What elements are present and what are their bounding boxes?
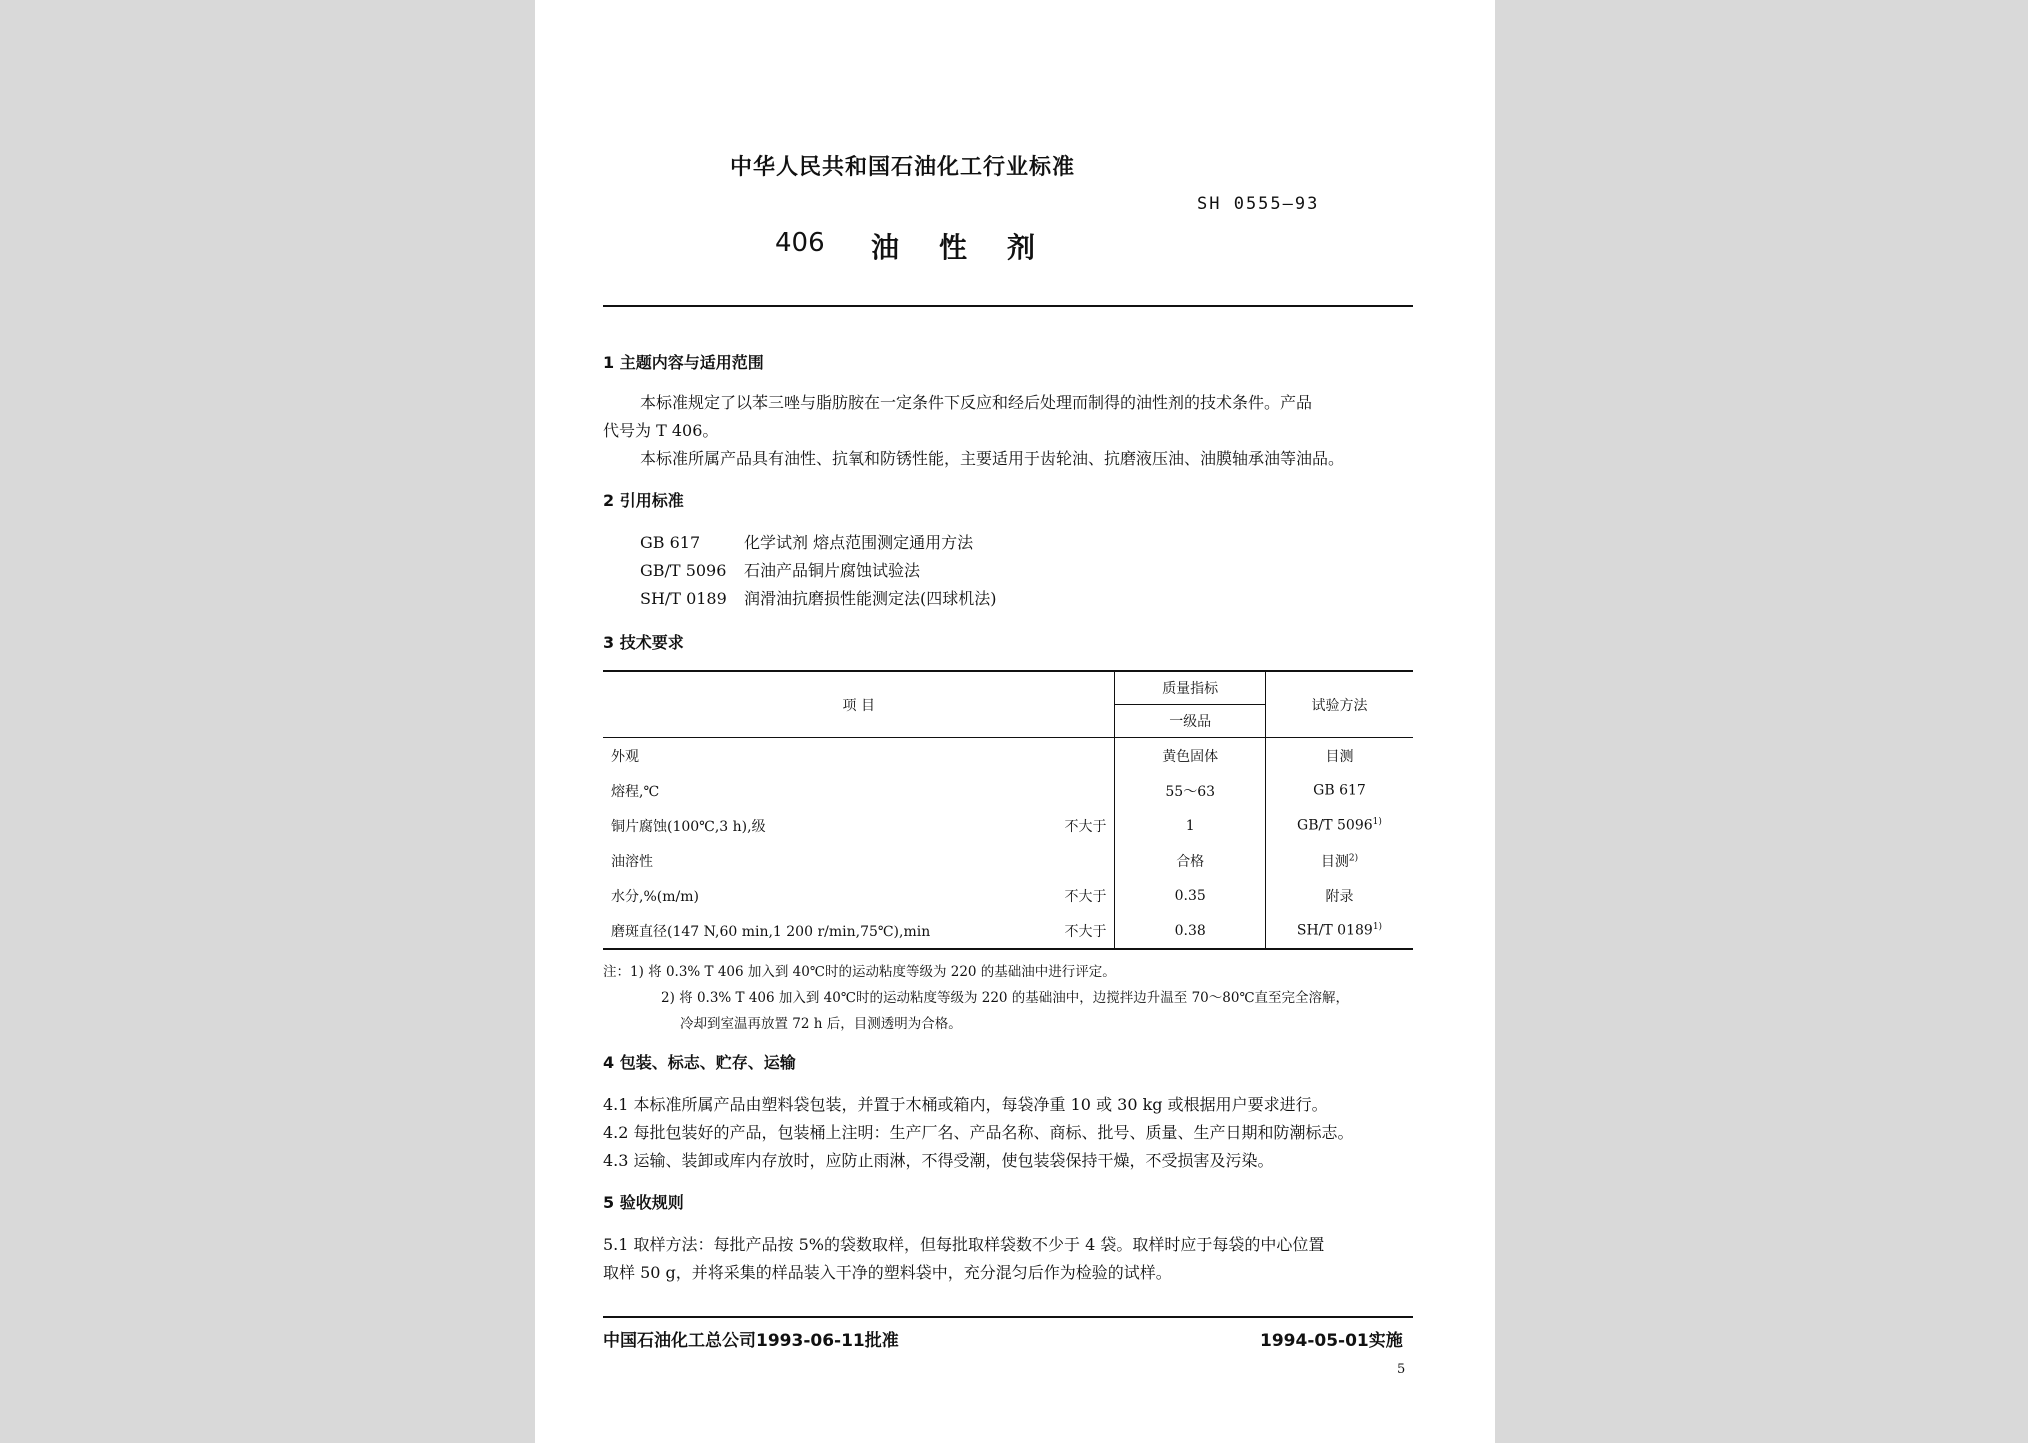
reference-code: SH/T 0189 xyxy=(640,589,727,608)
standard-code: SH 0555—93 xyxy=(1197,194,1320,214)
table-row xyxy=(603,878,1413,913)
reference-title: 化学试剂 熔点范围测定通用方法 xyxy=(744,533,974,552)
row-limit: 不大于 xyxy=(1064,888,1107,905)
reference-title: 石油产品铜片腐蚀试验法 xyxy=(744,561,921,580)
reference-item xyxy=(640,558,920,581)
table-row xyxy=(603,808,1413,843)
section-1-paragraph-1a: 本标准规定了以苯三唑与脂肪胺在一定条件下反应和经后处理而制得的油性剂的技术条件。产品 xyxy=(640,393,1313,412)
method-text: 目测 xyxy=(1320,853,1349,870)
header-method: 试验方法 xyxy=(1265,671,1413,738)
row-item: 铜片腐蚀(100℃,3 h),级 xyxy=(611,818,766,835)
row-value: 1 xyxy=(1115,808,1265,843)
issuing-body: 中华人民共和国石油化工行业标准 xyxy=(730,155,1076,180)
footer-rule xyxy=(603,1316,1413,1318)
table-note-3: 冷却到室温再放置 72 h 后，目测透明为合格。 xyxy=(680,1016,962,1032)
row-value: 55～63 xyxy=(1115,773,1265,808)
reference-code: GB/T 5096 xyxy=(640,561,727,580)
table-row xyxy=(603,843,1413,878)
row-value: 合格 xyxy=(1115,843,1265,878)
row-method xyxy=(1265,878,1413,913)
header-quality: 质量指标 xyxy=(1115,671,1265,705)
row-limit: 不大于 xyxy=(1056,913,1115,949)
document-title: 油性剂 xyxy=(871,231,1076,264)
method-text: SH/T 0189 xyxy=(1296,922,1373,939)
approval-line: 中国石油化工总公司1993-06-11批准 xyxy=(603,1331,899,1351)
method-text: 目测 xyxy=(1325,748,1354,765)
table-row xyxy=(603,738,1413,774)
table-note-1: 注：1) 将 0.3% T 406 加入到 40℃时的运动粘度等级为 220 的基础油中进行评定。 xyxy=(603,964,1116,980)
row-limit xyxy=(1056,773,1115,808)
table-row xyxy=(603,773,1413,808)
document-page xyxy=(535,0,1495,1443)
header-item: 项 目 xyxy=(603,671,1115,738)
method-footnote: 1) xyxy=(1372,817,1382,828)
section-1-paragraph-1b: 代号为 T 406。 xyxy=(603,421,719,440)
table-note-2: 2) 将 0.3% T 406 加入到 40℃时的运动粘度等级为 220 的基础油中，边搅拌边升温至 70～80℃直至完全溶解， xyxy=(661,990,1350,1006)
section-4-item: 4.2 每批包装好的产品，包装桶上注明：生产厂名、产品名称、商标、批号、质量、生产日期和防潮标志。 xyxy=(603,1123,1354,1142)
header-grade: 一级品 xyxy=(1115,705,1265,738)
reference-code: GB 617 xyxy=(640,533,701,552)
row-limit xyxy=(1056,738,1115,774)
row-method xyxy=(1265,773,1413,808)
method-footnote: 1) xyxy=(1372,922,1383,933)
row-method xyxy=(1265,738,1413,774)
row-item: 外观 xyxy=(611,748,639,765)
implementation-date: 1994-05-01实施 xyxy=(1260,1331,1403,1351)
section-4-heading: 4 包装、标志、贮存、运输 xyxy=(603,1053,796,1072)
method-footnote: 2) xyxy=(1348,852,1359,863)
row-limit xyxy=(1056,843,1115,878)
row-method xyxy=(1265,843,1413,878)
section-4-item: 4.1 本标准所属产品由塑料袋包装，并置于木桶或箱内，每袋净重 10 或 30 kg 或根据用户要求进行。 xyxy=(603,1095,1328,1114)
section-1-heading: 1 主题内容与适用范围 xyxy=(603,353,764,372)
section-1-paragraph-2: 本标准所属产品具有油性、抗氧和防锈性能，主要适用于齿轮油、抗磨液压油、油膜轴承油等油品。 xyxy=(640,449,1345,468)
method-text: GB 617 xyxy=(1313,782,1366,799)
section-5-paragraph-1: 5.1 取样方法：每批产品按 5%的袋数取样，但每批取样袋数不少于 4 袋。取样时应于每袋的中心位置 xyxy=(603,1235,1325,1254)
row-value: 0.35 xyxy=(1115,878,1265,913)
reference-item xyxy=(640,586,997,609)
row-item: 水分,%(m/m) xyxy=(611,888,699,905)
row-item: 熔程,℃ xyxy=(611,783,660,800)
table-row xyxy=(603,913,1413,949)
row-value: 0.38 xyxy=(1115,913,1265,949)
reference-title: 润滑油抗磨损性能测定法(四球机法) xyxy=(744,589,997,608)
row-method xyxy=(1265,913,1413,949)
section-3-heading: 3 技术要求 xyxy=(603,633,684,652)
title-number: 406 xyxy=(775,228,825,258)
spec-table xyxy=(603,670,1413,950)
section-5-heading: 5 验收规则 xyxy=(603,1193,684,1212)
section-4-item: 4.3 运输、装卸或库内存放时，应防止雨淋，不得受潮，使包装袋保持干燥，不受损害及污染。 xyxy=(603,1151,1274,1170)
section-5-paragraph-2: 取样 50 g，并将采集的样品装入干净的塑料袋中，充分混匀后作为检验的试样。 xyxy=(603,1263,1172,1282)
method-text: 附录 xyxy=(1325,888,1354,905)
row-item: 磨斑直径(147 N,60 min,1 200 r/min,75℃),min xyxy=(603,913,1056,949)
page-number: 5 xyxy=(1397,1362,1406,1377)
header-rule xyxy=(603,305,1413,307)
row-value: 黄色固体 xyxy=(1115,738,1265,774)
section-2-heading: 2 引用标准 xyxy=(603,491,684,510)
row-item: 油溶性 xyxy=(611,853,653,870)
method-text: GB/T 5096 xyxy=(1297,817,1373,834)
row-limit: 不大于 xyxy=(1064,818,1107,835)
reference-item xyxy=(640,530,973,553)
row-method xyxy=(1265,808,1413,843)
